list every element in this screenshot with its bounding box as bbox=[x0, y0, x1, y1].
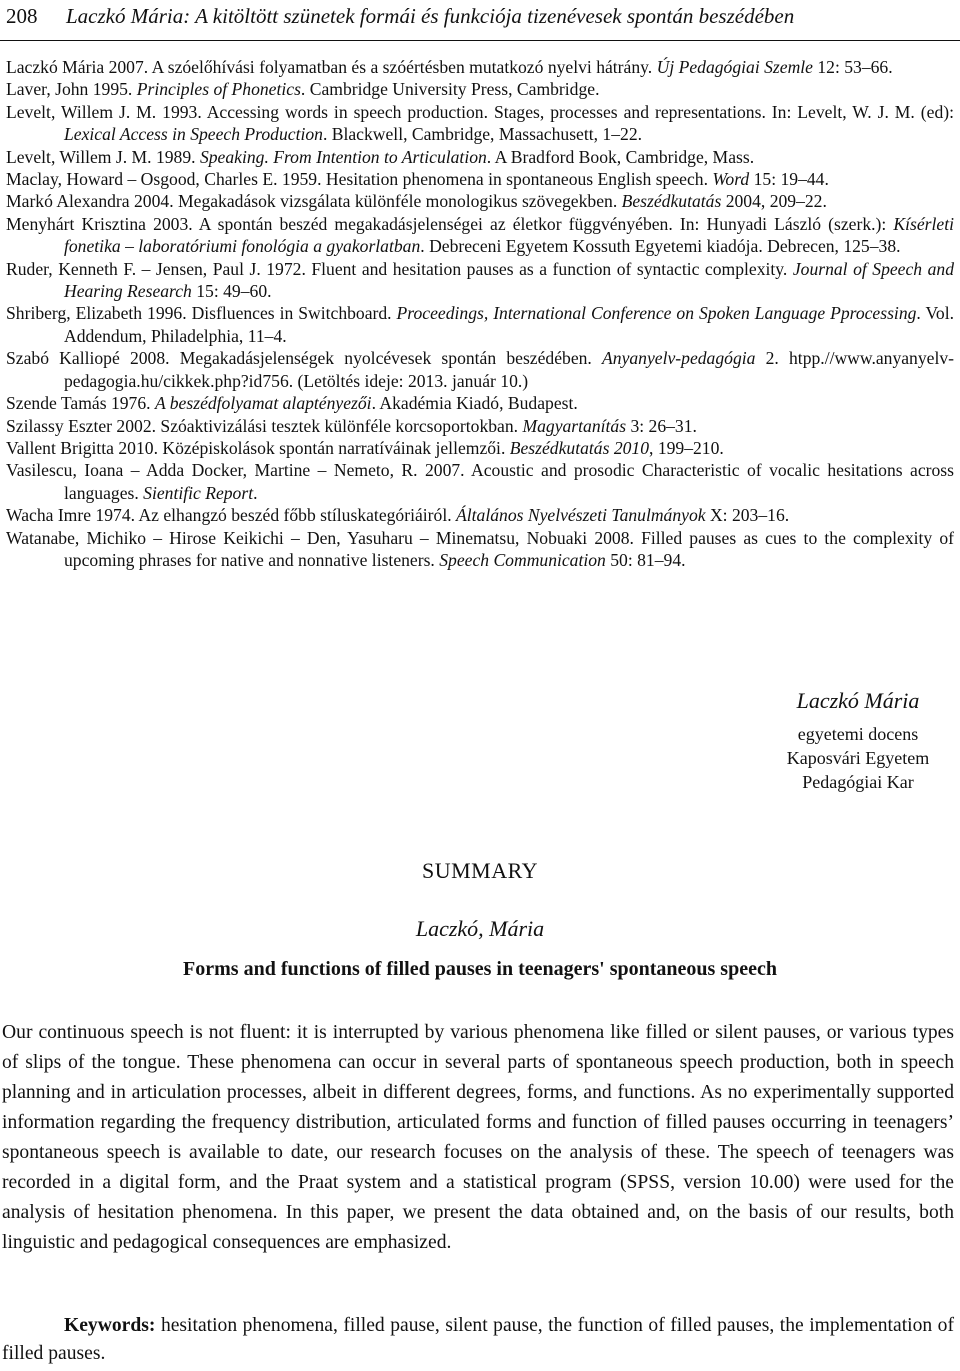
reference-details: . Vol. Addendum, Philadelphia, 11–4. bbox=[64, 303, 954, 346]
reference-text: Levelt, Willem J. M. 1989. bbox=[6, 146, 200, 167]
reference-details: 15: 49–60. bbox=[191, 281, 272, 302]
reference-item bbox=[6, 190, 954, 212]
reference-title: Journal of Speech and Hearing Research bbox=[64, 258, 954, 302]
running-title: Laczkó Mária: A kitöltött szünetek formái és funkciója tizenévesek spontán beszédében bbox=[66, 4, 795, 28]
reference-text: Shriberg, Elizabeth 1996. Disfluences in Switchboard. bbox=[6, 303, 397, 324]
author-faculty: Pedagógiai Kar bbox=[802, 772, 914, 792]
reference-title: Word bbox=[712, 169, 750, 190]
reference-title: Magyartanítás bbox=[522, 415, 627, 436]
reference-text: Menyhárt Krisztina 2003. A spontán beszéd megakadásjelenségei az életkor függvényében. In: Hunyadi László (szerk.): bbox=[6, 213, 894, 234]
reference-item bbox=[6, 415, 954, 437]
reference-text: Ruder, Kenneth F. – Jensen, Paul J. 1972. Fluent and hesitation pauses as a function of syntactic complexity. bbox=[6, 258, 793, 279]
reference-item bbox=[6, 56, 954, 78]
keywords-paragraph bbox=[2, 1312, 954, 1368]
reference-details: . A Bradford Book, Cambridge, Mass. bbox=[486, 146, 755, 167]
author-position: egyetemi docens bbox=[797, 724, 919, 744]
summary-abstract: Our continuous speech is not fluent: it is interrupted by various phenomena like filled or silent pauses, or various types of slips of the tongue. These phenomena can occur in several parts of spontaneous speech production, both in speech planning and in articulation processes, albeit in different degrees, forms, and functions. As no experimentally supported information regarding the frequency distribution, articulated forms and function of filled pauses occurring in teenagers’ spontaneous speech is available to date, our research focuses on the analysis of these. The speech of teenagers was recorded in a digital form, and the Praat system and a statistical program (SPSS, version 10.00) were used for the analysis of hesitation phenomena. In this paper, we present the data obtained and, on the basis of our results, both linguistic and pedagogical consequences are emphasized. bbox=[2, 1022, 954, 1253]
reference-item bbox=[6, 459, 954, 504]
reference-text: Szabó Kalliopé 2008. Megakadásjelenségek nyolcévesek spontán beszédében. bbox=[6, 348, 603, 369]
reference-title: Principles of Phonetics bbox=[136, 79, 301, 100]
reference-text: Vallent Brigitta 2010. Középiskolások spontán narratíváinak jellemzői. bbox=[6, 437, 510, 458]
reference-title: A beszédfolyamat alaptényezői bbox=[154, 393, 372, 414]
reference-text: Vasilescu, Ioana – Adda Docker, Martine – Nemeto, R. 2007. Acoustic and prosodic Characteristic of vocalic hesitations across languages. bbox=[6, 460, 954, 503]
summary-author: Laczkó, Mária bbox=[415, 916, 545, 941]
reference-text: Wacha Imre 1974. Az elhangzó beszéd főbb stíluskategóriáiról. bbox=[6, 505, 457, 526]
reference-details: 2004, 209–22. bbox=[721, 191, 827, 212]
reference-details: X: 203–16. bbox=[705, 505, 790, 526]
reference-title: Beszédkutatás 2010 bbox=[509, 437, 650, 458]
reference-details: . Blackwell, Cambridge, Massachusett, 1–22. bbox=[322, 124, 643, 145]
page-number: 208 bbox=[6, 4, 38, 28]
reference-title: Speech Communication bbox=[439, 549, 606, 570]
reference-item bbox=[6, 78, 954, 100]
reference-text: Levelt, Willem J. M. 1993. Accessing words in speech production. Stages, processes and representations. In: Levelt, W. J. M. (ed): bbox=[6, 101, 954, 122]
reference-item bbox=[6, 504, 954, 526]
reference-item bbox=[6, 392, 954, 414]
reference-text: Maclay, Howard – Osgood, Charles E. 1959. Hesitation phenomena in spontaneous English speech. bbox=[6, 169, 713, 190]
reference-text: Szilassy Eszter 2002. Szóaktivizálási tesztek különféle korcsoportokban. bbox=[6, 415, 523, 436]
reference-details: . bbox=[253, 482, 258, 503]
reference-item bbox=[6, 347, 954, 392]
summary-paper-title: Forms and functions of filled pauses in teenagers' spontaneous speech bbox=[183, 958, 777, 980]
reference-text: Markó Alexandra 2004. Megakadások vizsgálata különféle monologikus szövegekben. bbox=[6, 191, 622, 212]
reference-details: , 199–210. bbox=[649, 437, 724, 458]
reference-details: . Debreceni Egyetem Kossuth Egyetemi kiadója. Debrecen, 125–38. bbox=[420, 236, 901, 257]
reference-item bbox=[6, 168, 954, 190]
reference-item bbox=[6, 437, 954, 459]
author-university: Kaposvári Egyetem bbox=[786, 748, 930, 768]
summary-heading: SUMMARY bbox=[422, 858, 538, 883]
reference-title: Proceedings, International Conference on Spoken Language Pprocessing bbox=[396, 303, 917, 324]
reference-text: Szende Tamás 1976. bbox=[6, 393, 155, 414]
reference-title: Sientific Report bbox=[143, 482, 254, 503]
reference-title: Általános Nyelvészeti Tanulmányok bbox=[456, 505, 706, 526]
reference-list bbox=[6, 56, 954, 571]
reference-item bbox=[6, 302, 954, 347]
reference-details: . Cambridge University Press, Cambridge. bbox=[300, 79, 600, 100]
author-signature bbox=[740, 686, 960, 794]
reference-details: 12: 53–66. bbox=[812, 57, 893, 77]
reference-details: 2. htpp.//www.anyanyelv-pedagogia.hu/cikkek.php?id756. (Letöltés ideje: 2013. január 10.) bbox=[64, 348, 954, 391]
reference-text: Laczkó Mária 2007. A szóelőhívási folyamatban és a szóértésben mutatkozó nyelvi hátrány. bbox=[6, 57, 657, 77]
reference-title: Lexical Access in Speech Production bbox=[64, 124, 323, 145]
reference-title: Anyanyelv-pedagógia bbox=[602, 348, 756, 369]
reference-item bbox=[6, 213, 954, 258]
reference-text: Watanabe, Michiko – Hirose Keikichi – Den, Yasuharu – Minematsu, Nobuaki 2008. Filled pauses as cues to the complexity of upcoming phrases for native and nonnative listeners. bbox=[6, 527, 954, 570]
reference-title: Kísérleti fonetika – laboratóriumi fonológia a gyakorlatban bbox=[64, 213, 954, 257]
running-header bbox=[0, 0, 960, 41]
reference-item bbox=[6, 101, 954, 146]
reference-item bbox=[6, 527, 954, 572]
keywords-list: hesitation phenomena, filled pause, silent pause, the function of filled pauses, the implementation of filled pauses. bbox=[2, 1315, 954, 1364]
reference-item bbox=[6, 258, 954, 303]
reference-title: Új Pedagógiai Szemle bbox=[656, 57, 813, 77]
reference-title: Speaking. From Intention to Articulation bbox=[199, 146, 487, 167]
author-name: Laczkó Mária bbox=[796, 688, 920, 713]
reference-details: . Akadémia Kiadó, Budapest. bbox=[371, 393, 578, 414]
reference-details: 15: 19–44. bbox=[749, 169, 829, 190]
reference-title: Beszédkutatás bbox=[621, 191, 722, 212]
keywords-label: Keywords: bbox=[64, 1315, 156, 1336]
reference-text: Laver, John 1995. bbox=[6, 79, 137, 100]
reference-item bbox=[6, 146, 954, 168]
reference-details: 3: 26–31. bbox=[626, 415, 697, 436]
reference-details: 50: 81–94. bbox=[605, 549, 686, 570]
